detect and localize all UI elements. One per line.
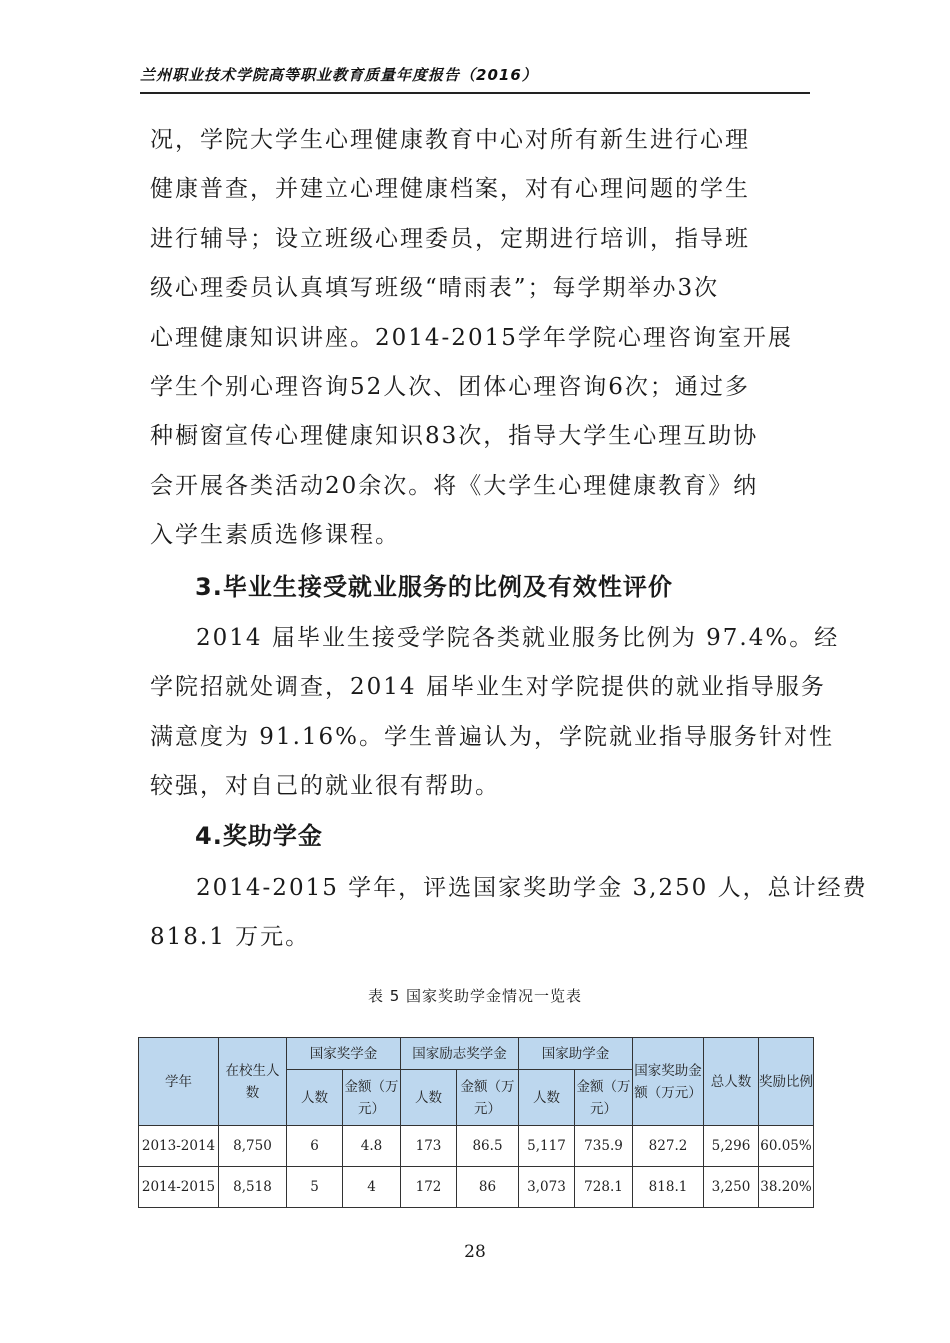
table-cell: 173 <box>401 1126 457 1167</box>
table-cell: 2014-2015 <box>139 1167 219 1208</box>
subheader-amount: 金额（万元） <box>343 1070 401 1126</box>
paragraph-line: 况，学院大学生心理健康教育中心对所有新生进行心理 <box>150 127 750 153</box>
table-cell: 86.5 <box>457 1126 519 1167</box>
table-cell: 2013-2014 <box>139 1126 219 1167</box>
table-cell: 86 <box>457 1167 519 1208</box>
paragraph-line: 学院招就处调查，2014 届毕业生对学院提供的就业指导服务 <box>150 674 826 701</box>
header-encouragement-scholarship: 国家励志奖学金 <box>401 1038 519 1070</box>
table-caption: 表 5 国家奖助学金情况一览表 <box>367 987 583 1005</box>
header-ratio: 奖励比例 <box>759 1038 814 1126</box>
paragraph-line: 2014-2015 学年，评选国家奖助学金 3,250 人，总计经费 <box>196 875 868 901</box>
paragraph-line: 进行辅导；设立班级心理委员，定期进行培训，指导班 <box>150 225 750 252</box>
table-cell: 4.8 <box>343 1126 401 1167</box>
table-cell: 5,117 <box>519 1126 575 1167</box>
table-cell: 5,296 <box>704 1126 759 1167</box>
table-cell: 8,518 <box>219 1167 287 1208</box>
table-cell: 735.9 <box>575 1126 633 1167</box>
paragraph-line: 种橱窗宣传心理健康知识83次，指导大学生心理互助协 <box>150 423 759 450</box>
report-header-title: 兰州职业技术学院高等职业教育质量年度报告（2016） <box>140 66 538 84</box>
table-cell: 8,750 <box>219 1126 287 1167</box>
table-row <box>139 1126 814 1167</box>
paragraph-line: 学生个别心理咨询52人次、团体心理咨询6次；通过多 <box>150 374 750 401</box>
section-heading-scholarships: 4.奖助学金 <box>195 822 323 850</box>
table-cell: 3,073 <box>519 1167 575 1208</box>
subheader-people: 人数 <box>401 1070 457 1126</box>
paragraph-line: 会开展各类活动20余次。将《大学生心理健康教育》纳 <box>150 472 759 499</box>
paragraph-employment-services <box>150 614 840 812</box>
paragraph-line: 入学生素质选修课程。 <box>150 522 400 549</box>
subheader-people: 人数 <box>519 1070 575 1126</box>
paragraph-line: 心理健康知识讲座。2014-2015学年学院心理咨询室开展 <box>150 324 793 351</box>
paragraph-line: 级心理委员认真填写班级“晴雨表”；每学期举办3次 <box>150 275 720 302</box>
table-cell: 5 <box>287 1167 343 1208</box>
paragraph-line: 健康普查，并建立心理健康档案，对有心理问题的学生 <box>150 176 750 203</box>
table-cell: 38.20% <box>759 1167 814 1208</box>
subheader-people: 人数 <box>287 1070 343 1126</box>
header-year: 学年 <box>139 1038 219 1126</box>
header-total-amount: 国家奖助金额（万元） <box>633 1038 704 1126</box>
subheader-amount: 金额（万元） <box>457 1070 519 1126</box>
paragraph-line: 818.1 万元。 <box>150 924 311 951</box>
subheader-amount: 金额（万元） <box>575 1070 633 1126</box>
table-cell: 172 <box>401 1167 457 1208</box>
scholarship-table <box>138 1037 814 1208</box>
header-national-scholarship: 国家奖学金 <box>287 1038 401 1070</box>
header-divider <box>140 92 810 94</box>
table-cell: 60.05% <box>759 1126 814 1167</box>
paragraph-line: 满意度为 91.16%。学生普遍认为，学院就业指导服务针对性 <box>150 723 835 750</box>
table-cell: 818.1 <box>633 1167 704 1208</box>
paragraph-line: 2014 届毕业生接受学院各类就业服务比例为 97.4%。经 <box>196 625 840 651</box>
section-heading-employment-services: 3.毕业生接受就业服务的比例及有效性评价 <box>195 573 673 601</box>
table-row <box>139 1167 814 1208</box>
paragraph-line: 较强，对自己的就业很有帮助。 <box>150 773 500 800</box>
paragraph-psychological-health <box>150 116 810 561</box>
table-cell: 6 <box>287 1126 343 1167</box>
header-total-people: 总人数 <box>704 1038 759 1126</box>
paragraph-scholarships <box>150 864 868 963</box>
table-cell: 728.1 <box>575 1167 633 1208</box>
table-cell: 4 <box>343 1167 401 1208</box>
page-number: 28 <box>464 1242 486 1262</box>
header-national-grant: 国家助学金 <box>519 1038 633 1070</box>
header-enrolled: 在校生人数 <box>219 1038 287 1126</box>
table-cell: 3,250 <box>704 1167 759 1208</box>
table-cell: 827.2 <box>633 1126 704 1167</box>
